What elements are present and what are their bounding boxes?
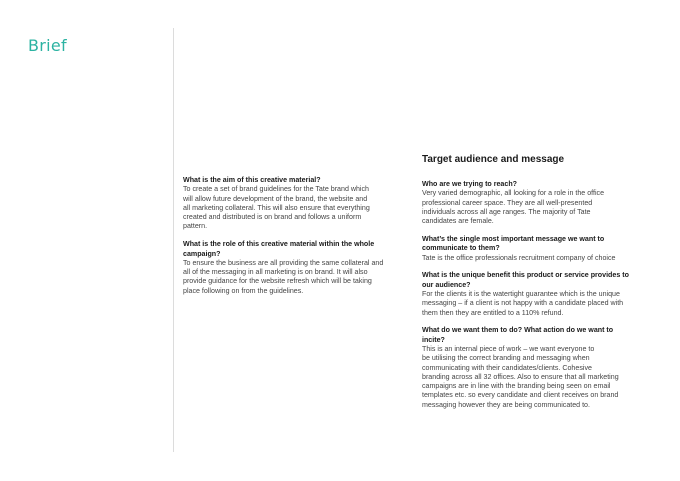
- answer-line: branding across all 32 offices. Also to ensure that all marketing: [422, 372, 619, 381]
- question-line: What is the unique benefit this product or service provides to: [422, 271, 629, 280]
- answer-line: Very varied demographic, all looking for a role in the office: [422, 189, 605, 198]
- answer-line: This is an internal piece of work – we want everyone to: [422, 344, 595, 353]
- question-line: Who are we trying to reach?: [422, 180, 517, 188]
- answer-line: individuals across all age ranges. The majority of Tate: [422, 207, 591, 216]
- answer-line: all marketing collateral. This will also ensure that everything: [183, 203, 370, 212]
- answer-line: candidates are female.: [422, 217, 494, 226]
- answer-line: all of the messaging in all marketing is on brand. It will also: [183, 268, 368, 277]
- answer-line: To ensure the business are all providing the same collateral and: [183, 258, 384, 267]
- answer-line: created and distributed is on brand and follows a uniform: [183, 213, 362, 222]
- section-answer: [422, 345, 652, 410]
- answer-line: be utilising the correct branding and messaging when: [422, 354, 590, 363]
- answer-line: templates etc. so every candidate and client receives on brand: [422, 391, 619, 400]
- role-section: [183, 240, 413, 296]
- answer-line: place following on from the guidelines.: [183, 286, 304, 295]
- section-question: [422, 180, 652, 189]
- question-line: communicate to them?: [422, 244, 500, 253]
- benefit-section: [422, 271, 652, 317]
- answer-line: messaging – if a client is not happy with a candidate placed with: [422, 299, 624, 308]
- section-question: [422, 271, 652, 290]
- section-question: [183, 240, 413, 259]
- question-line: What do we want them to do? What action do we want to: [422, 326, 614, 335]
- answer-line: communicating with their candidates/clients. Cohesive: [422, 363, 592, 372]
- question-line: What’s the single most important message we want to: [422, 234, 605, 243]
- question-line: our audience?: [422, 280, 471, 289]
- aim-section: [183, 176, 413, 232]
- right-column: [422, 154, 652, 419]
- section-heading: Target audience and message: [422, 154, 565, 165]
- question-line: What is the aim of this creative material?: [183, 176, 321, 184]
- section-answer: [422, 254, 652, 263]
- answer-line: campaigns are in line with the branding being seen on email: [422, 382, 611, 391]
- section-answer: [183, 259, 413, 296]
- answer-line: Tate is the office professionals recruitment company of choice: [422, 253, 616, 262]
- answer-line: provide guidance for the website refresh which will be taking: [183, 277, 372, 286]
- vertical-divider: [173, 28, 174, 452]
- section-answer: [422, 189, 652, 226]
- section-question: [422, 326, 652, 345]
- answer-line: professional career space. They are all well-presented: [422, 198, 593, 207]
- page-title: Brief: [28, 36, 67, 55]
- message-section: [422, 235, 652, 263]
- section-question: [422, 235, 652, 254]
- answer-line: them then they are entitled to a 110% refund.: [422, 308, 564, 317]
- action-section: [422, 326, 652, 410]
- audience-section: [422, 180, 652, 226]
- answer-line: pattern.: [183, 222, 208, 231]
- section-answer: [422, 290, 652, 318]
- answer-line: will allow future development of the brand, the website and: [183, 194, 368, 203]
- answer-line: For the clients it is the watertight guarantee which is the unique: [422, 289, 620, 298]
- answer-line: messaging however they are being communicated to.: [422, 400, 590, 409]
- question-line: campaign?: [183, 249, 221, 258]
- section-answer: [183, 185, 413, 231]
- left-column: [183, 176, 413, 305]
- answer-line: To create a set of brand guidelines for the Tate brand which: [183, 185, 369, 194]
- section-question: [183, 176, 413, 185]
- question-line: incite?: [422, 335, 445, 344]
- question-line: What is the role of this creative material within the whole: [183, 240, 375, 249]
